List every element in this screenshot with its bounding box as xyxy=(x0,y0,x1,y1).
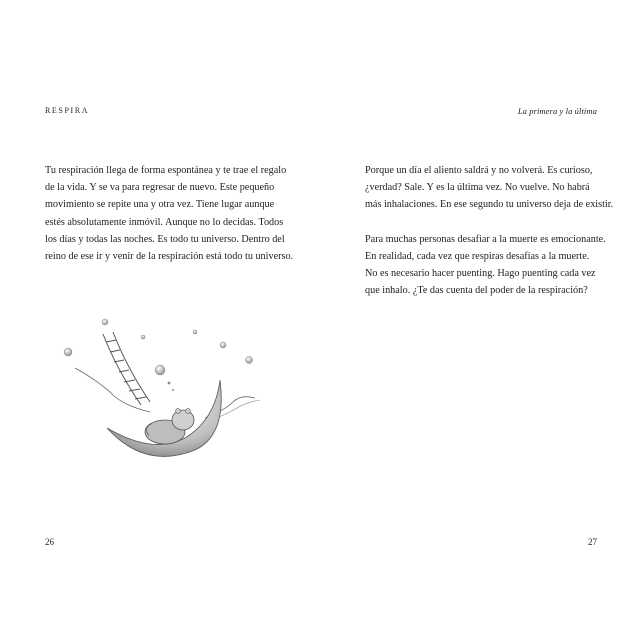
body-text-right xyxy=(365,162,625,300)
star xyxy=(168,382,171,385)
paragraph: Tu respiración llega de forma espontánea y te trae el regalo de la vida. Y se va para regresar de nuevo. Este pequeño movimiento se repite una y otra vez. Tiene lugar aunque estés absolutamente inmóvil. Aunque no lo decidas. Todos los días y todas las noches. Es todo tu universo. Dentro del reino de ese ir y venir de la respiración está todo tu universo. xyxy=(45,165,294,263)
crescent-moon xyxy=(107,380,221,456)
page-number-left: 26 xyxy=(45,537,54,547)
star xyxy=(246,357,253,364)
star xyxy=(141,335,145,339)
star xyxy=(64,348,72,356)
paragraph: Porque un día el aliento saldrá y no volverá. Es curioso, ¿verdad? Sale. Y es la última vez. No vuelve. No habrá más inhalaciones. En ese segundo tu universo deja de existir. xyxy=(365,165,614,211)
star xyxy=(172,389,174,391)
right-page xyxy=(320,0,640,640)
star xyxy=(102,319,108,325)
star xyxy=(155,365,165,375)
body-text-left xyxy=(45,162,305,265)
ladder xyxy=(103,332,150,405)
ribbon xyxy=(75,368,150,412)
moon-illustration xyxy=(55,310,270,470)
running-head-left: RESPIRA xyxy=(45,106,90,115)
running-head-right: La primera y la última xyxy=(517,106,597,116)
star xyxy=(193,330,197,334)
page-number-right: 27 xyxy=(588,537,597,547)
star xyxy=(220,342,226,348)
paragraph: Para muchas personas desafiar a la muerte es emocionante. En realidad, cada vez que respiras desafías a la muerte. No es necesario hacer puenting. Hago puenting cada vez que inhalo. ¿Te das cuenta del poder de la respiración? xyxy=(365,233,606,297)
